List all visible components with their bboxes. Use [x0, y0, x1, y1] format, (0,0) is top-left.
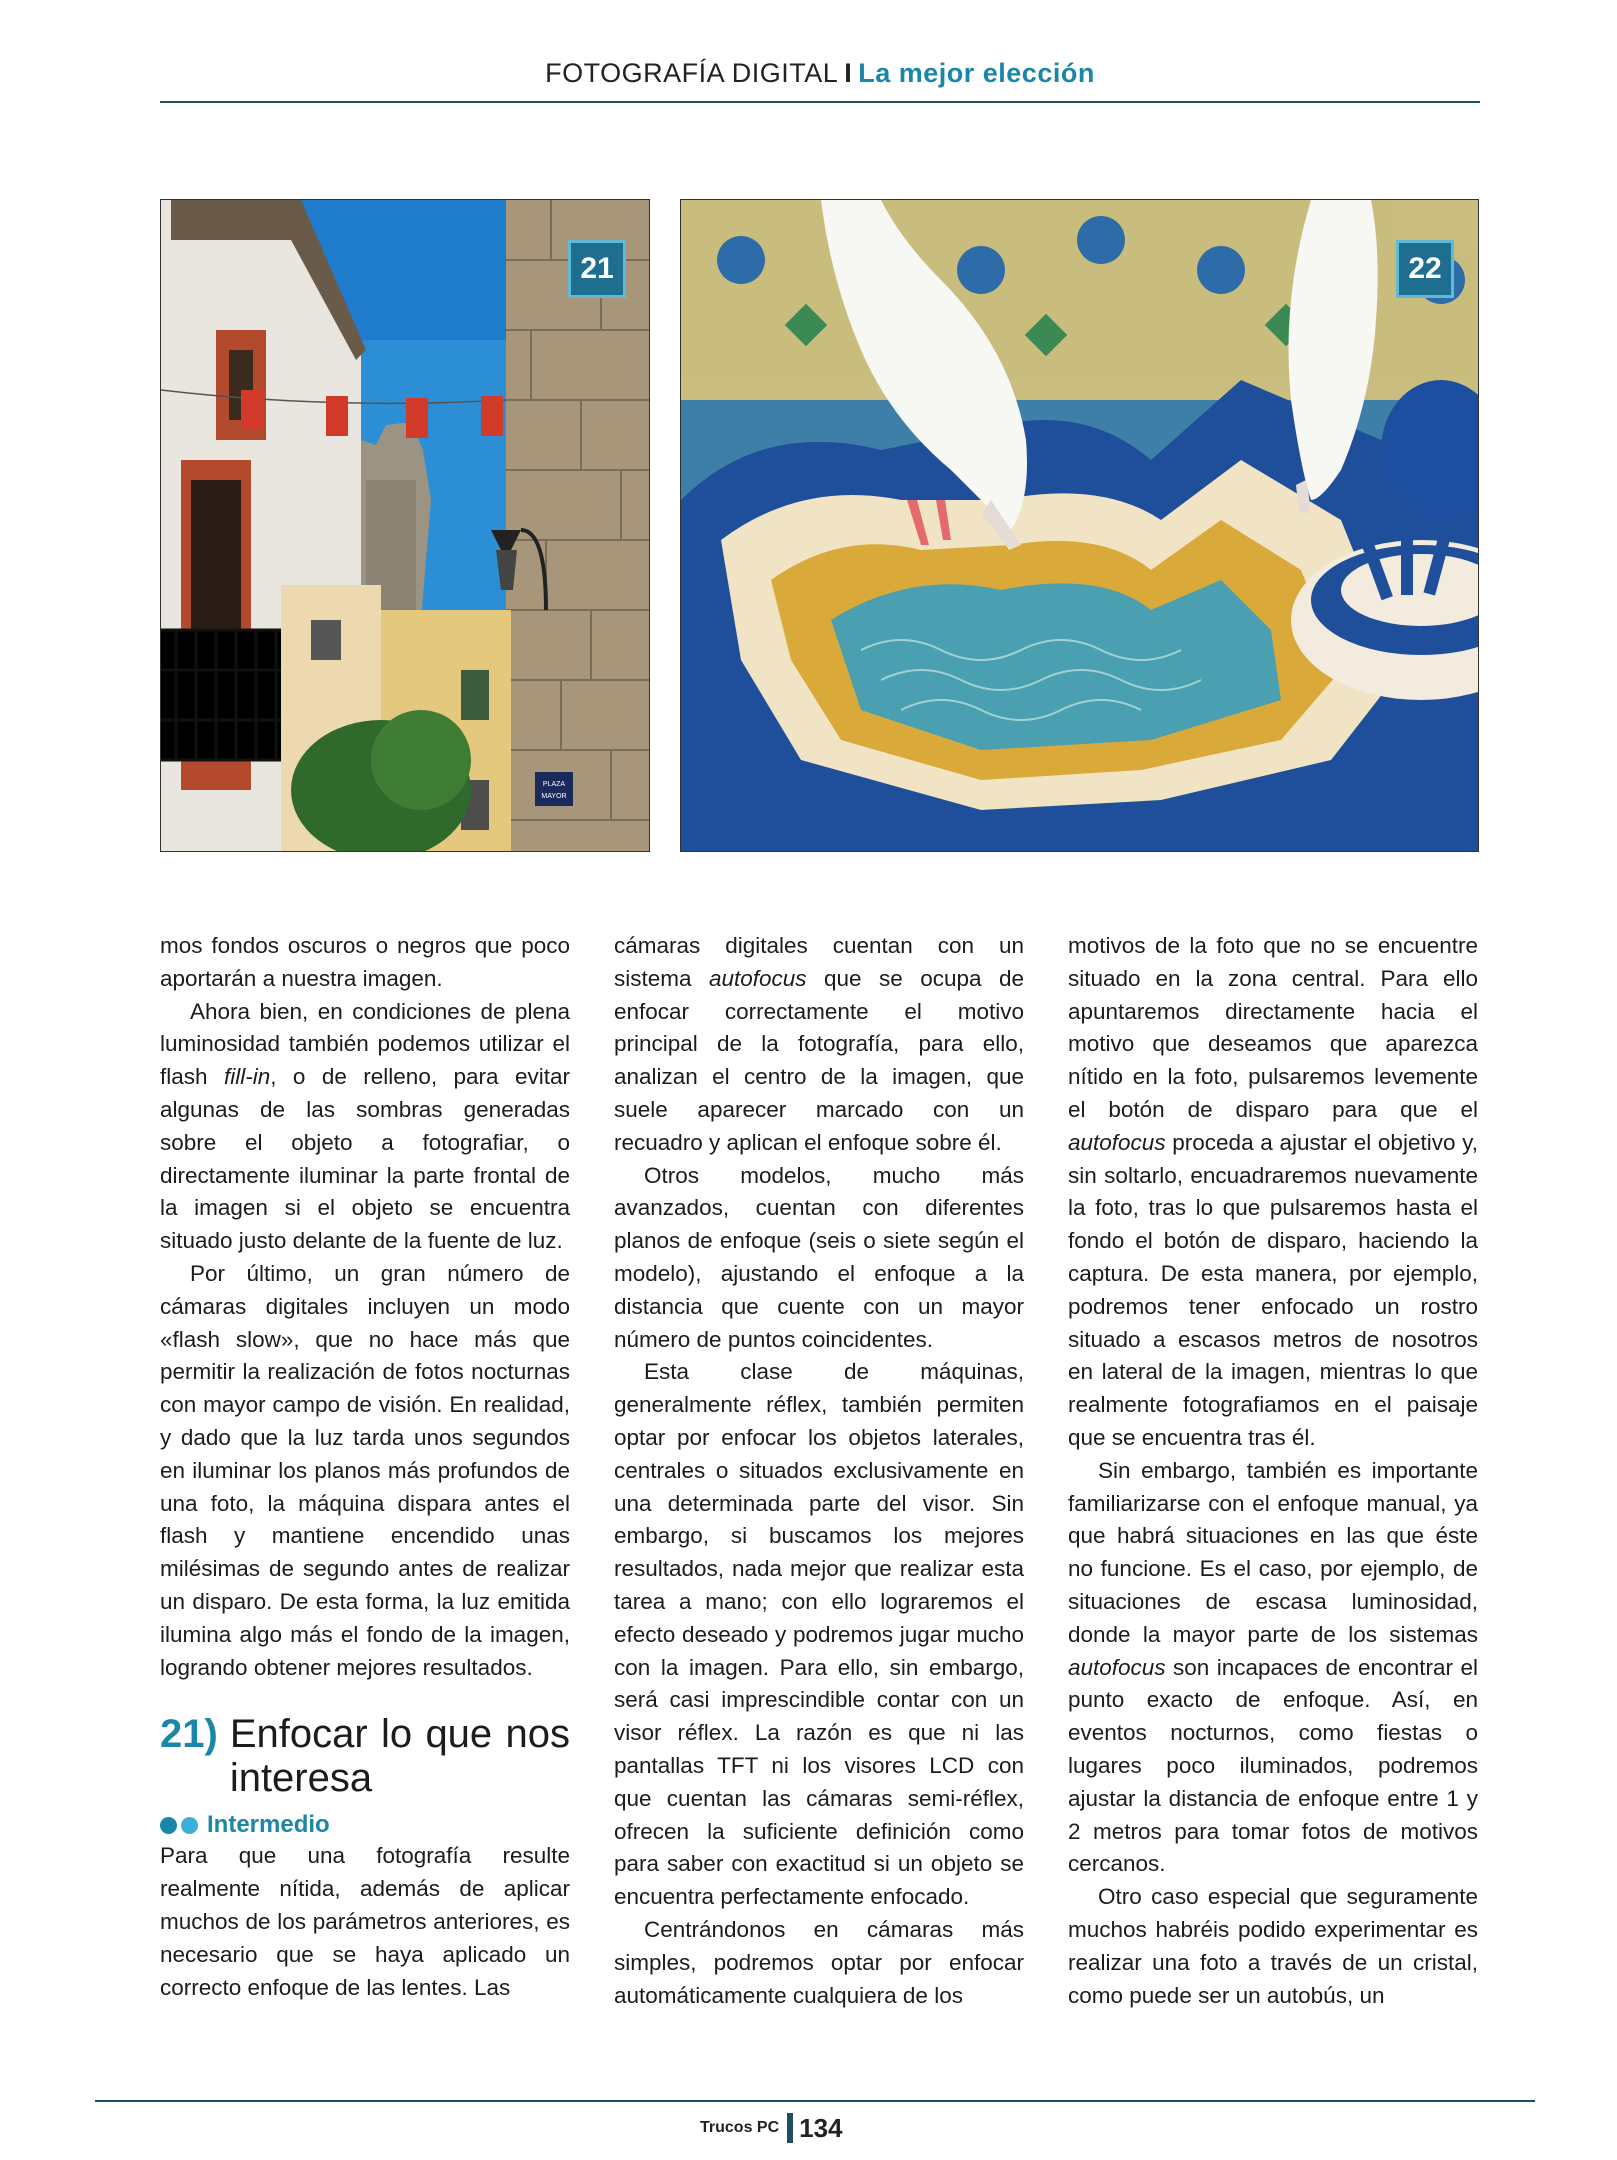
difficulty-dot-icon — [160, 1817, 177, 1834]
paragraph: Para que una fotografía resulte realmente nítida, además de aplicar muchos de los parámetros anteriores, es necesario que se haya aplicado un correcto enfoque de las lentes. Las — [160, 1843, 570, 2000]
paragraph-text: cámaras digitales cuentan con un sistema — [614, 933, 1024, 991]
paragraph-text: que se ocupa de enfocar correctamente el motivo principal de la fotografía, para ello, analizan el centro de la imagen, que suele aparecer marcado con un recuadro y aplican el enfoque sobre él. — [614, 965, 1025, 1155]
header-subtitle: La mejor elección — [858, 58, 1095, 88]
section-title: Enfocar lo que nos interesa — [229, 1712, 570, 1801]
paragraph-emphasis: autofocus — [1068, 1654, 1166, 1680]
text-column-1 — [160, 930, 570, 2004]
header-separator: I — [844, 58, 853, 88]
footer-rule — [95, 2100, 1535, 2102]
photo-doves-fountain — [680, 199, 1479, 852]
paragraph-text: , o de relleno, para evitar algunas de las sombras generadas sobre el objeto a fotografiar, o directamente iluminar la parte frontal de la imagen si el objeto se encuentra situado justo delante de la fuente de luz. — [160, 1064, 570, 1254]
paragraph-emphasis: fill-in — [223, 1064, 271, 1090]
running-header — [160, 58, 1480, 89]
paragraph-text: proceda a ajustar el objetivo y, sin soltarlo, encuadraremos nuevamente la foto, tras lo que pulsaremos hasta el fondo el botón de disparo, haciendo la captura. De esta manera, por ejemplo, podremos tener enfocado un rostro situado a escasos metros de nosotros en lateral de la imagen, mientras lo que realmente fotografiamos en el paisaje que se encuentra tras él. — [1068, 1129, 1478, 1450]
paragraph: Centrándonos en cámaras más simples, podremos optar por enfocar automáticamente cualquiera de los — [614, 1916, 1024, 2008]
publication-name: Trucos PC — [700, 2119, 780, 2136]
text-column-3 — [1068, 930, 1478, 2012]
paragraph — [614, 930, 1024, 1160]
photo-badge: 22 — [1396, 240, 1454, 298]
page-number: 134 — [799, 2112, 843, 2143]
paragraph — [160, 996, 570, 1258]
paragraph: Por último, un gran número de cámaras digitales incluyen un modo «flash slow», que no hace más que permitir la realización de fotos nocturnas con mayor campo de visión. En realidad, y dado que la luz tarda unos segundos en iluminar los planos más profundos de una foto, la máquina dispara antes el flash y mantiene encendido unas milésimas de segundo antes de realizar un disparo. De esta forma, la luz emitida ilumina algo más el fondo de la imagen, logrando obtener mejores resultados. — [160, 1260, 570, 1680]
paragraph: Esta clase de máquinas, generalmente réflex, también permiten optar por enfocar los objetos laterales, centrales o situados exclusivamente en una determinada parte del visor. Sin embargo, si buscamos los mejores resultados, nada mejor que realizar esta tarea a mano; con ello lograremos el efecto deseado y podremos jugar mucho con la imagen. Para ello, sin embargo, será casi imprescindible contar con un visor réflex. La razón es que ni las pantallas TFT ni los visores LCD con que cuentan las cámaras semi-réflex, ofrecen la suficiente definición como para saber con exactitud si un objeto se encuentra perfectamente enfocado. — [614, 1359, 1024, 1910]
paragraph: Otro caso especial que seguramente muchos habréis podido experimentar es realizar una foto a través de un cristal, como puede ser un autobús, un — [1068, 1884, 1478, 2008]
paragraph: Otros modelos, mucho más avanzados, cuentan con diferentes planos de enfoque (seis o siete según el modelo), ajustando el enfoque a la distancia que cuente con un mayor número de puntos coincidentes. — [614, 1162, 1024, 1352]
header-section: FOTOGRAFÍA DIGITAL — [545, 58, 839, 88]
paragraph-text: son incapaces de encontrar el punto exacto de enfoque. Así, en eventos nocturnos, como fiestas o lugares poco iluminados, podremos ajustar la distancia de enfoque entre 1 y 2 metros para tomar fotos de motivos cercanos. — [1068, 1654, 1478, 1877]
difficulty-dot-icon — [181, 1817, 198, 1834]
paragraph-text: Ahora bien, en condiciones de plena luminosidad también podemos utilizar el flash — [160, 998, 570, 1090]
header-rule — [160, 101, 1480, 103]
text-column-2 — [614, 930, 1024, 2012]
section-heading — [160, 1712, 570, 1800]
paragraph: mos fondos oscuros o negros que poco aportarán a nuestra imagen. — [160, 933, 570, 991]
street-sign-line1: PLAZA — [542, 781, 566, 788]
paragraph — [1068, 1455, 1478, 1881]
paragraph-text: Sin embargo, también es importante familiarizarse con el enfoque manual, ya que habrá situaciones en las que éste no funcione. Es el caso, por ejemplo, de situaciones de escasa luminosidad, donde la mayor parte de los sistemas — [1068, 1457, 1478, 1647]
paragraph-emphasis: autofocus — [1068, 1129, 1166, 1155]
paragraph — [1068, 930, 1478, 1455]
difficulty-label: Intermedio — [207, 1811, 330, 1839]
photo-street-scene — [160, 199, 650, 852]
paragraph-emphasis: autofocus — [708, 965, 807, 991]
section-number: 21) — [160, 1712, 218, 1757]
photo-badge: 21 — [568, 240, 626, 298]
doves-fountain-image — [681, 200, 1478, 851]
paragraph-text: motivos de la foto que no se encuentre situado en la zona central. Para ello apuntaremos directamente hacia el motivo que deseamos que aparezca nítido en la foto, pulsaremos levemente el botón de disparo para que el — [1068, 933, 1478, 1122]
footer-divider — [787, 2113, 793, 2143]
difficulty-level — [160, 1810, 570, 1840]
page-footer — [700, 2108, 1000, 2148]
street-sign-line2: MAYOR — [541, 793, 567, 800]
